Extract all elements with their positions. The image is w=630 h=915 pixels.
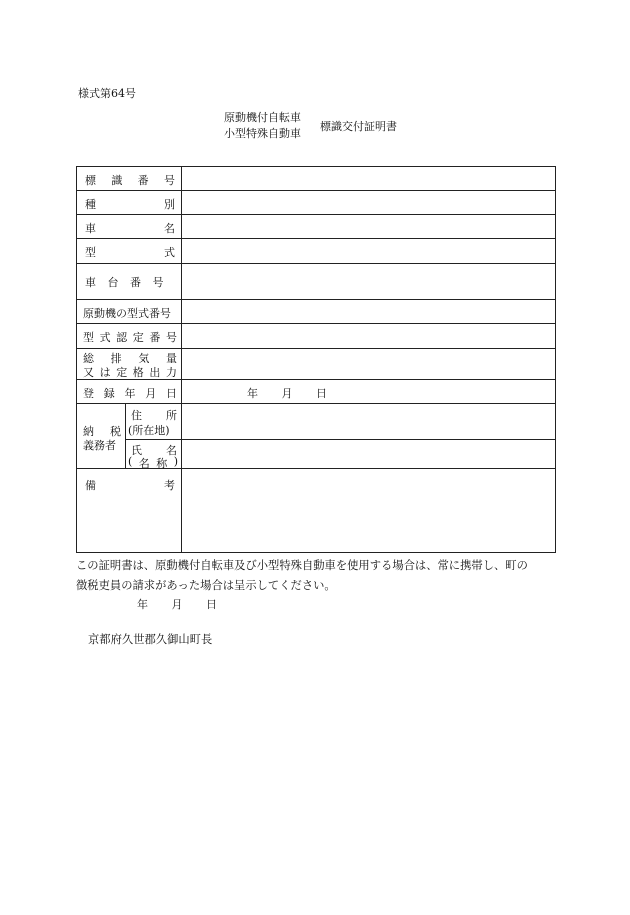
issuer-name: 京都府久世郡久御山町長 <box>88 633 213 646</box>
label-chassis-number: 車 台 番 号 <box>85 276 164 289</box>
label-displacement-line1: 総 排 気 量 <box>83 352 177 365</box>
title-line-2: 小型特殊自動車 <box>224 127 301 140</box>
label-car-name: 車 名 <box>85 222 175 235</box>
label-category: 種 別 <box>85 198 175 211</box>
label-taxpayer-line1: 納 税 <box>83 425 121 438</box>
label-type-approval-number: 型 式 認 定 番 号 <box>83 331 177 344</box>
note-line-1: この証明書は、原動機付自転車及び小型特殊自動車を使用する場合は、常に携帯し、町の <box>76 559 528 572</box>
certificate-table <box>76 166 556 553</box>
label-address-line1: 住 所 <box>131 409 177 422</box>
label-address-line2: (所在地) <box>128 424 170 437</box>
title-vehicle-types <box>224 110 301 142</box>
title-suffix: 標識交付証明書 <box>320 120 397 133</box>
issue-date: 年 月 日 <box>137 598 217 611</box>
form-number: 様式第64号 <box>78 87 136 100</box>
label-plate-number: 標 識 番 号 <box>85 174 175 187</box>
label-engine-model-number: 原動機の型式番号 <box>83 307 171 320</box>
label-name-line1: 氏 名 <box>131 444 177 457</box>
label-name-line2: ( 名 称 ) <box>128 455 178 470</box>
label-displacement-line2: 又 は 定 格 出 力 <box>83 366 177 379</box>
certificate-note <box>76 556 528 596</box>
label-taxpayer-line2: 義務者 <box>83 439 116 452</box>
title-line-1: 原動機付自転車 <box>224 111 301 124</box>
label-remarks: 備 考 <box>85 479 175 492</box>
label-registration-date: 登 録 年 月 日 <box>83 387 177 400</box>
label-model: 型 式 <box>85 246 175 259</box>
note-line-2: 徴税吏員の請求があった場合は呈示してください。 <box>76 579 336 592</box>
registration-date-value: 年 月 日 <box>247 387 327 400</box>
